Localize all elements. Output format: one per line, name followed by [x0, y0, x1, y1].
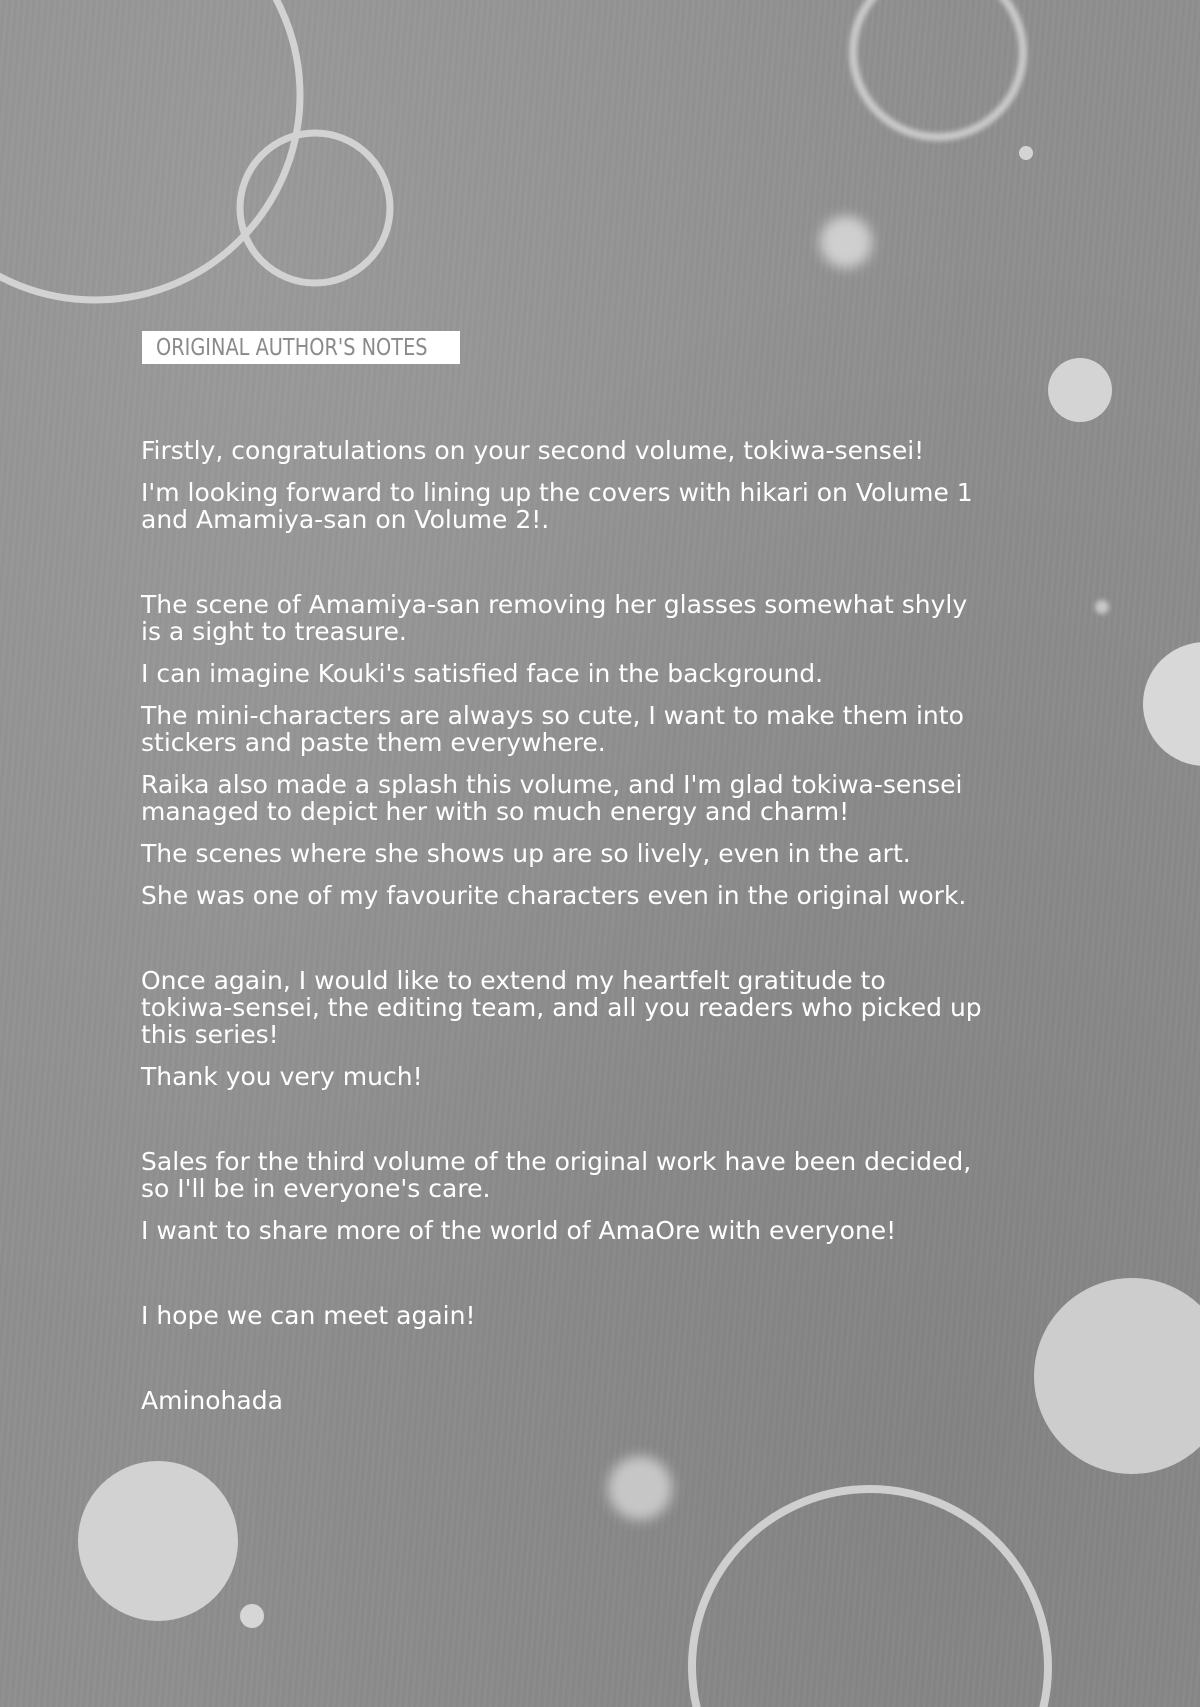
decor-dot — [240, 1604, 264, 1628]
decor-dot — [78, 1461, 238, 1621]
note-paragraph: The mini-characters are always so cute, I want to make them into stickers and paste them everywhere. — [141, 701, 964, 757]
section-label — [142, 331, 460, 364]
note-paragraph: I'm looking forward to lining up the covers with hikari on Volume 1 and Amamiya-san on Volume 2!. — [141, 478, 973, 534]
note-paragraph: Raika also made a splash this volume, and I'm glad tokiwa-sensei managed to depict her with so much energy and charm! — [141, 770, 963, 826]
note-paragraph: Once again, I would like to extend my heartfelt gratitude to tokiwa-sensei, the editing team, and all you readers who picked up this series! — [141, 966, 982, 1049]
decor-dot — [1048, 358, 1112, 422]
note-paragraph: I hope we can meet again! — [141, 1301, 476, 1330]
decor-ring — [853, 0, 1023, 137]
author-signature: Aminohada — [141, 1386, 283, 1415]
section-title: ORIGINAL AUTHOR'S NOTES — [156, 334, 428, 361]
note-paragraph: I can imagine Kouki's satisfied face in the background. — [141, 659, 824, 688]
decor-dot — [608, 1456, 672, 1520]
decor-dot — [1019, 146, 1033, 160]
decor-dot — [1095, 600, 1109, 614]
decor-dot — [820, 216, 872, 268]
decor-dot — [1143, 642, 1200, 766]
note-paragraph: Thank you very much! — [141, 1062, 423, 1091]
note-paragraph: Sales for the third volume of the original work have been decided, so I'll be in everyone's care. — [141, 1147, 972, 1203]
note-paragraph: She was one of my favourite characters even in the original work. — [141, 881, 967, 910]
decor-ring — [692, 1489, 1048, 1707]
notes-body — [141, 437, 1081, 1414]
note-paragraph: The scene of Amamiya-san removing her glasses somewhat shyly is a sight to treasure. — [141, 590, 968, 646]
note-paragraph: I want to share more of the world of AmaOre with everyone! — [141, 1216, 897, 1245]
note-paragraph: Firstly, congratulations on your second volume, tokiwa-sensei! — [141, 436, 925, 465]
note-paragraph: The scenes where she shows up are so lively, even in the art. — [141, 839, 911, 868]
